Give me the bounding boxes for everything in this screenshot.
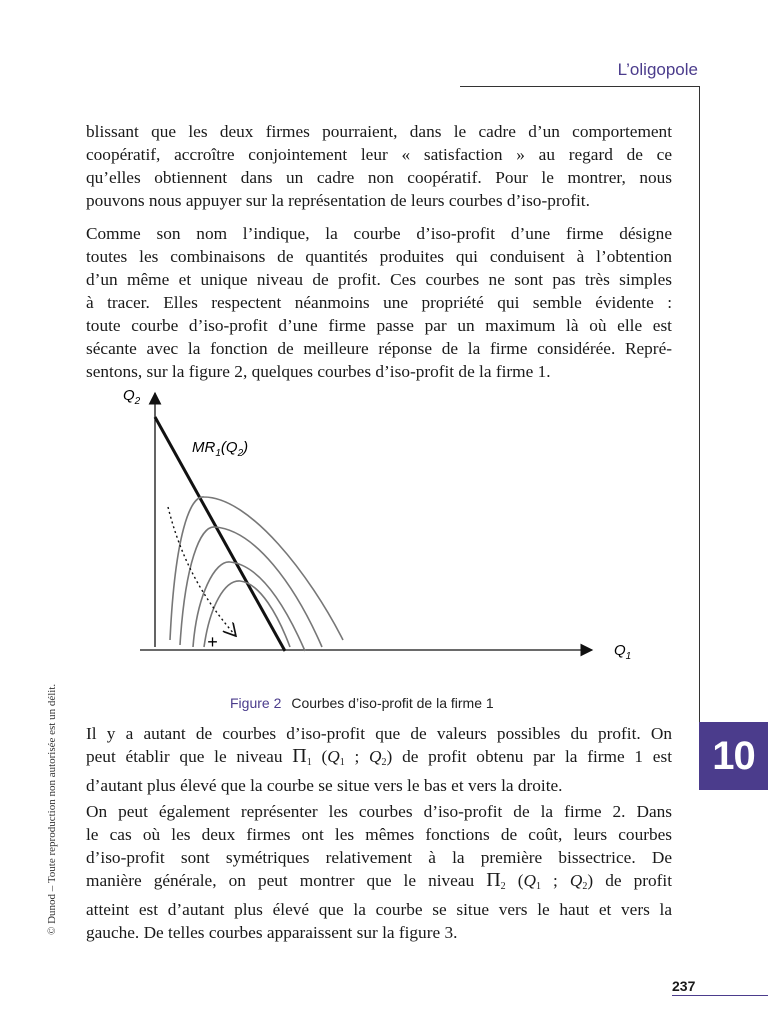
text-line: pouvons nous appuyer sur la représentation de leurs courbes d’iso-profit. [86, 191, 590, 210]
text-line: d’un même et unique niveau de profit. Ces courbes ne sont pas très simples [86, 270, 672, 289]
pi-symbol: Π [486, 869, 501, 891]
text-line: sentons, sur la figure 2, quelques courbes d’iso-profit de la firme 1. [86, 362, 551, 381]
best-response-label: $MR_1(Q_2)$ [192, 439, 249, 459]
figure-caption-text: Courbes d’iso-profit de la firme 1 [291, 695, 494, 711]
text-line: toute courbe d’iso-profit d’une firme passe par un maximum là où elle est [86, 316, 672, 335]
text-line: à tracer. Elles respectent néanmoins une propriété qui semble évidente : [86, 293, 672, 312]
text-line: qu’elles obtiennent dans un cadre non coopératif. Pour le montrer, nous [86, 168, 672, 187]
iso-profit-chart [100, 385, 660, 675]
x-axis-label: $Q_1$ [614, 642, 632, 662]
footer-rule [672, 995, 768, 996]
chapter-number-tab: 10 [699, 722, 768, 790]
pi-symbol: Π [292, 745, 307, 767]
figure-2 [100, 385, 660, 675]
paragraph-1 [86, 120, 672, 212]
paragraph-4 [86, 800, 672, 944]
text-line: le cas où les deux firmes ont les mêmes fonctions de coût, leurs courbes [86, 825, 672, 844]
text-line: On peut également représenter les courbes d’iso-profit de la firme 2. Dans [86, 802, 672, 821]
text-line: gauche. De telles courbes apparaissent sur la figure 3. [86, 923, 458, 942]
text-line: blissant que les deux firmes pourraient, dans le cadre d’un comportement [86, 122, 672, 141]
figure-caption [230, 695, 494, 711]
text-line: Il y a autant de courbes d’iso-profit que de valeurs possibles du profit. On [86, 724, 672, 743]
direction-arrow [168, 507, 235, 635]
text-line: d’iso-profit sont symétriques relativement à la première bissectrice. De [86, 848, 672, 867]
copyright-notice: © Dunod – Toute reproduction non autorisée est un délit. [46, 683, 58, 935]
figure-label: Figure 2 [230, 695, 282, 711]
text-line: peut établir que le niveau $\Pi_1$ ($Q_1$ ; $Q_2$) de profit obtenu par la firme 1 est [86, 745, 672, 768]
y-axis-label: $Q_2$ [123, 387, 141, 407]
header-rule [460, 86, 700, 87]
text-line: manière générale, on peut montrer que le niveau $\Pi_2$ ($Q_1$ ; $Q_2$) de profit [86, 869, 673, 892]
text-line: d’autant plus élevé que la courbe se situe vers le bas et vers la droite. [86, 776, 563, 795]
margin-rule [699, 86, 700, 722]
text-line: atteint est d’autant plus élevé que la courbe se situe vers le haut et vers la [86, 900, 672, 919]
text-line: Comme son nom l’indique, la courbe d’iso-profit d’une firme désigne [86, 224, 672, 243]
paragraph-2 [86, 222, 672, 383]
text-line: toutes les combinaisons de quantités produites qui conduisent à l’obtention [86, 247, 672, 266]
chapter-title: L’oligopole [617, 60, 698, 79]
page-number: 237 [672, 978, 696, 994]
text-line: sécante avec la fonction de meilleure réponse de la firme considérée. Repré- [86, 339, 672, 358]
paragraph-3 [86, 722, 672, 797]
optimum-marker: + [207, 632, 218, 652]
text-line: coopératif, accroître conjointement leur « satisfaction » au regard de ce [86, 145, 672, 164]
